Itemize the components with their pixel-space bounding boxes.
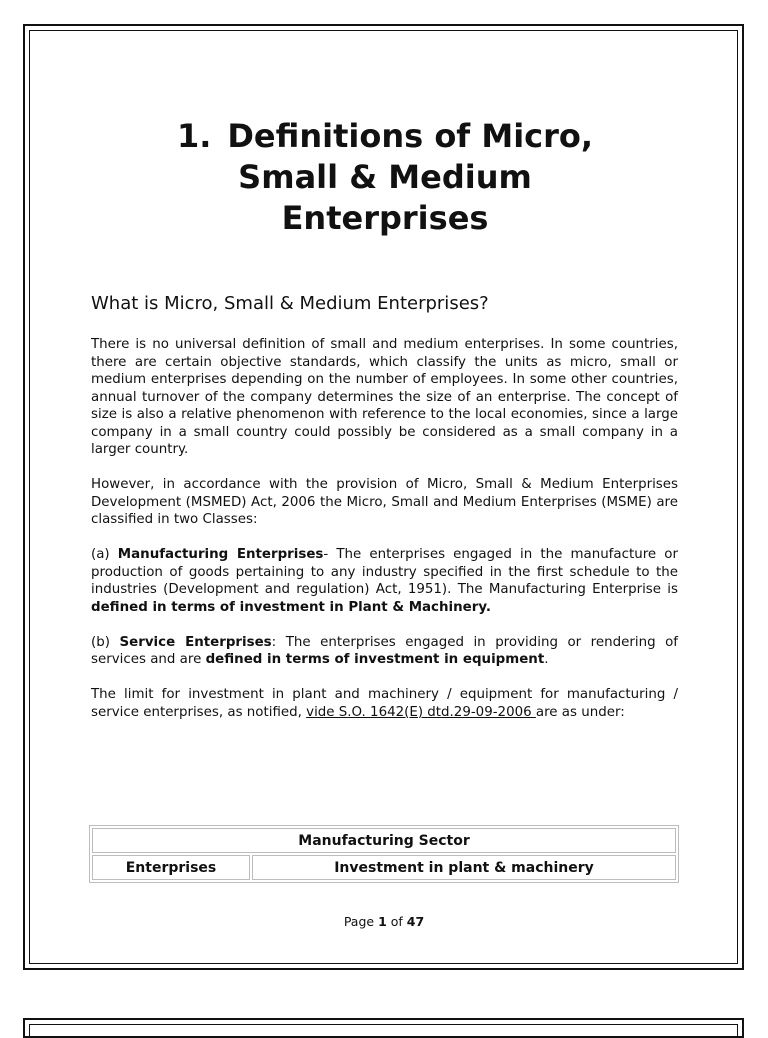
manufacturing-definition: - The enterprises engaged in the manufacture or production of goods pertaining to any industry specified in the first schedule to the industries (Development and regulation) Act, 1951). The Manufacturing Enterprise is	[91, 547, 678, 597]
page-label: Page	[343, 914, 379, 929]
page-number: 1	[378, 914, 387, 929]
section-subheading: What is Micro, Small & Medium Enterprises?	[91, 293, 489, 314]
item-prefix-a: (a)	[91, 547, 118, 562]
page-of-label: of	[386, 914, 407, 929]
title-line-3: Enterprises	[281, 199, 489, 237]
service-criteria: defined in terms of investment in equipment	[205, 652, 545, 667]
title-line-1: Definitions of Micro,	[227, 117, 594, 155]
page-title	[120, 116, 650, 239]
term-manufacturing: Manufacturing Enterprises	[117, 547, 324, 562]
table-header-cell: Manufacturing Sector	[92, 828, 676, 853]
service-definition: : The enterprises engaged in providing or rendering of services and are	[91, 634, 678, 667]
paragraph-service	[91, 634, 678, 669]
manufacturing-criteria: defined in terms of investment in Plant & Machinery.	[91, 599, 491, 615]
next-page-border-inner	[29, 1024, 738, 1036]
manufacturing-sector-table	[89, 825, 679, 883]
next-page-border	[23, 1018, 744, 1038]
paragraph-manufacturing	[91, 546, 678, 616]
body-text	[91, 336, 678, 739]
table-column-row	[92, 855, 676, 880]
item-prefix-b: (b)	[91, 634, 120, 650]
paragraph-intro: There is no universal definition of small and medium enterprises. In some countries, there are certain objective standards, which classify the units as micro, small or medium enterprises depending on the number of employees. In some other countries, annual turnover of the company determines the size of an enterprise. The concept of size is also a relative phenomenon with reference to the local economies, since a large company in a small country could possibly be considered as a small company in a larger country.	[91, 337, 678, 457]
column-enterprises: Enterprises	[92, 855, 250, 880]
paragraph-limits	[91, 686, 678, 721]
title-line-2: Small & Medium	[238, 158, 532, 196]
page-footer	[0, 914, 768, 929]
table-header-row	[92, 828, 676, 853]
limits-text: The limit for investment in plant and machinery / equipment for manufacturing / service enterprises, as notified,	[91, 687, 678, 720]
limits-suffix: are as under:	[535, 704, 625, 720]
page-total: 47	[406, 914, 425, 929]
paragraph-msmed-act: However, in accordance with the provision of Micro, Small & Medium Enterprises Development (MSMED) Act, 2006 the Micro, Small and Medium Enterprises (MSME) are classified in two Classes:	[91, 477, 678, 527]
term-service: Service Enterprises	[119, 634, 272, 650]
section-number: 1.	[176, 117, 212, 155]
notification-reference: vide S.O. 1642(E) dtd.29-09-2006	[306, 704, 536, 720]
column-investment: Investment in plant & machinery	[252, 855, 676, 880]
service-suffix: .	[544, 652, 549, 667]
